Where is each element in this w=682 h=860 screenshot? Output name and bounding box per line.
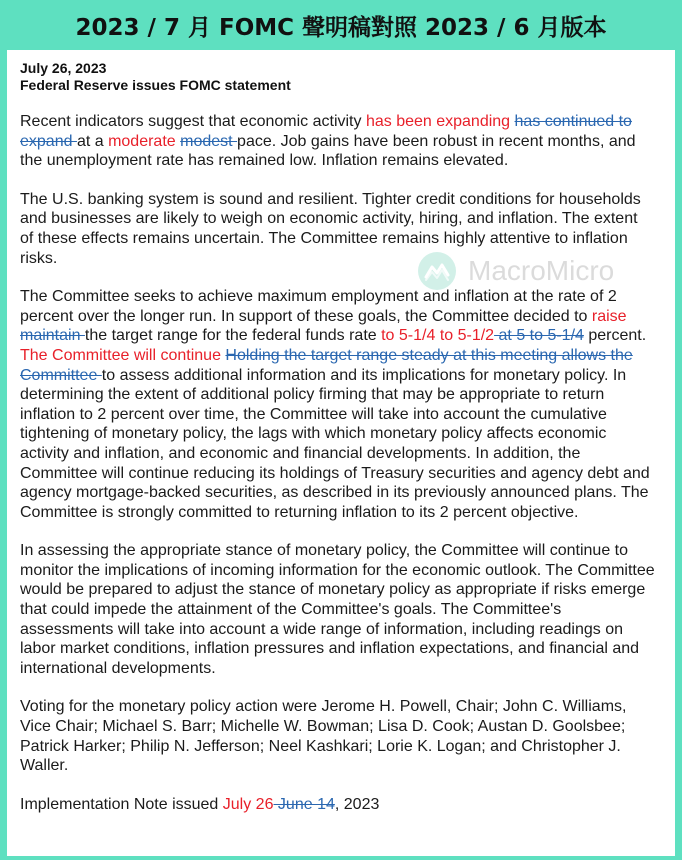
- deleted-text: Holding the target range steady at this meeting allows the Committee: [20, 346, 633, 384]
- inserted-text: moderate: [108, 132, 181, 150]
- paragraph-economic-activity: [20, 112, 655, 171]
- inserted-text: has been expanding: [365, 113, 515, 130]
- deleted-text: modest: [180, 132, 238, 150]
- page-title: 2023 / 7 月 FOMC 聲明稿對照 2023 / 6 月版本: [75, 14, 607, 41]
- statement-body: [20, 112, 655, 814]
- inserted-text: The Committee will continue: [20, 346, 226, 364]
- statement-headline: Federal Reserve issues FOMC statement: [20, 77, 291, 93]
- deleted-text: has continued to expand: [20, 113, 632, 150]
- paragraph-implementation-note: [20, 795, 655, 815]
- text-segment: the target range for the federal funds rate: [84, 327, 382, 345]
- paragraph-banking-system: The U.S. banking system is sound and resilient. Tighter credit conditions for households and businesses are likely to weigh on economic activity, hiring, and inflation. The extent of these effects remains uncertain. The Committee remains highly attentive to inflation risks.: [20, 190, 641, 267]
- paragraph-policy-stance: In assessing the appropriate stance of monetary policy, the Committee will continue to monitor the implications of incoming information for the economic outlook. The Committee would be prepared to adjust the stance of monetary policy as appropriate if risks emerge that could impede the attainment of the Committee's goals. The Committee's assessments will take into account a wide range of information, including readings on labor market conditions, inflation pressures and inflation expectations, and financial and international developments.: [20, 542, 655, 677]
- page-header: [0, 0, 682, 50]
- statement-card: [7, 50, 675, 856]
- text-segment: to assess additional information and its implications for monetary policy. In determining the extent of additional policy firming that may be appropriate to return inflation to 2 percent over time, the Committee will take into account the cumulative tightening of monetary policy, the lags with which monetary policy affects economic activity and inflation, and economic and financial developments. In addition, the Committee will continue reducing its holdings of Treasury securities and agency debt and agency mortgage-backed securities, as described in its previously announced plans. The Committee is strongly committed to returning inflation to its 2 percent objective.: [20, 366, 650, 521]
- text-segment: percent.: [583, 327, 647, 345]
- statement-date: July 26, 2023: [20, 60, 107, 76]
- text-segment: at a: [76, 132, 109, 150]
- text-segment: Implementation Note issued: [20, 795, 223, 813]
- paragraph-voting: Voting for the monetary policy action were Jerome H. Powell, Chair; John C. Williams, Vice Chair; Michael S. Barr; Michelle W. Bowman; Lisa D. Cook; Austan D. Goolsbee; Patrick Harker; Philip N. Jefferson; Neel Kashkari; Lorie K. Logan; and Christopher J. Waller.: [20, 698, 627, 775]
- paragraph-policy-decision: [20, 287, 655, 522]
- text-segment: pace. Job gains have been robust in recent months, and the unemployment rate has remained low. Inflation remains elevated.: [20, 132, 636, 170]
- deleted-text: at 5 to 5-1/4: [494, 327, 584, 345]
- text-segment: The Committee seeks to achieve maximum employment and inflation at the rate of 2 percent over the longer run. In support of these goals, the Committee decided to: [20, 288, 617, 325]
- deleted-text: maintain: [20, 327, 85, 345]
- text-segment: , 2023: [334, 795, 380, 813]
- inserted-text: raise: [591, 307, 627, 325]
- inserted-text: July 26: [222, 795, 274, 813]
- watermark-text: MacroMicro: [468, 255, 615, 286]
- inserted-text: to 5-1/4 to 5-1/2: [381, 327, 495, 345]
- deleted-text: June 14: [273, 795, 335, 813]
- text-segment: Recent indicators suggest that economic activity: [20, 113, 366, 130]
